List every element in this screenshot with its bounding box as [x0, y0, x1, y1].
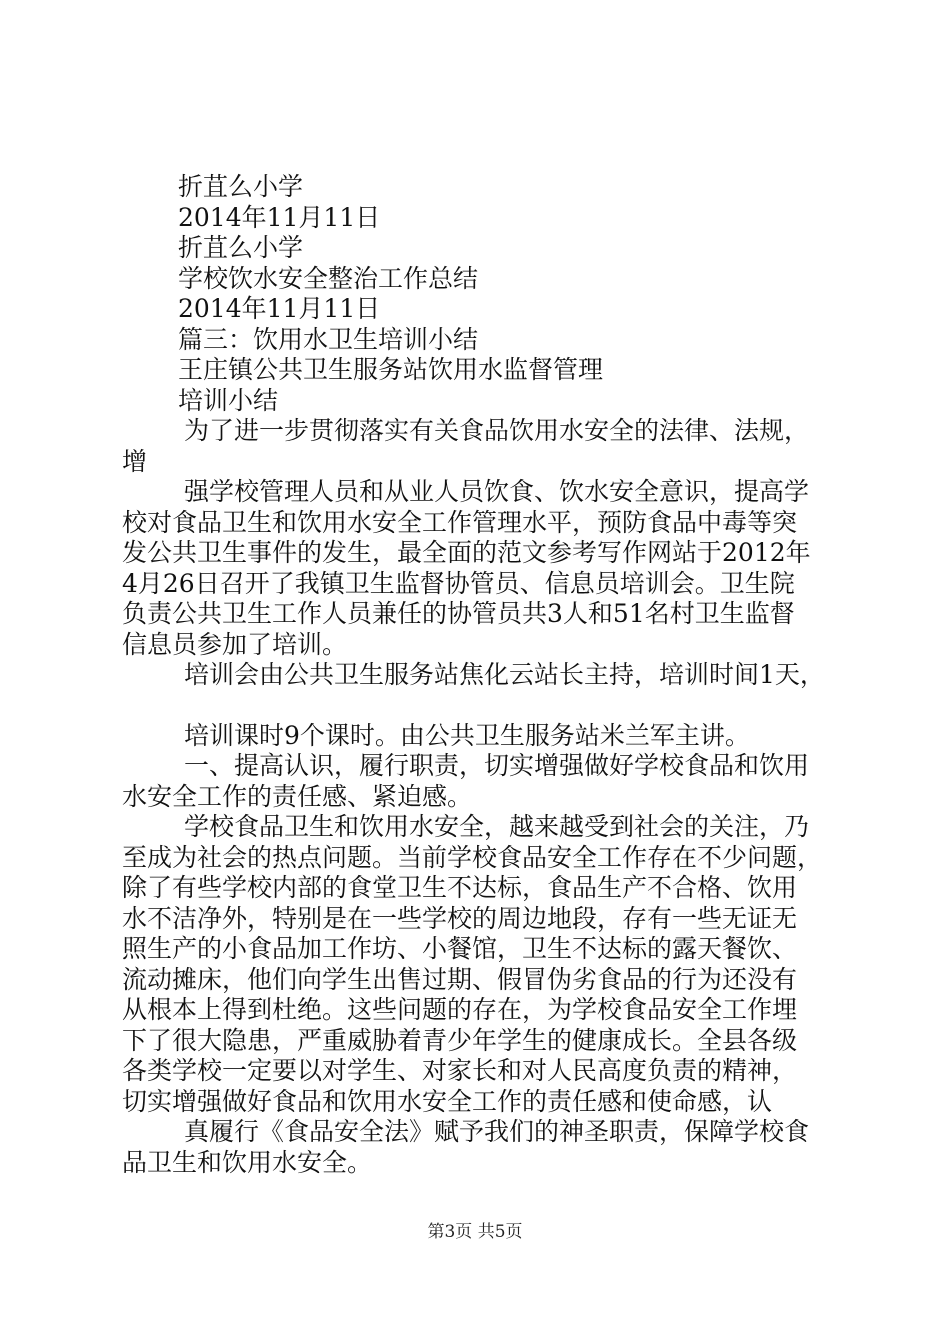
text-line: 切实增强做好食品和饮用水安全工作的责任感和使命感，认	[122, 1086, 773, 1116]
text-line: 发公共卫生事件的发生，最全面的范文参考写作网站于2012年	[122, 538, 811, 567]
text-line: 水安全工作的责任感、紧迫感。	[122, 781, 473, 811]
text-line: 培训课时9个课时。由公共卫生服务站米兰军主讲。	[184, 720, 750, 750]
text-line: 2014年11月11日	[178, 202, 381, 232]
text-line: 流动摊床，他们向学生出售过期、假冒伪劣食品的行为还没有	[122, 964, 798, 994]
text-line: 学校饮水安全整治工作总结	[178, 263, 479, 293]
text-line: 照生产的小食品加工作坊、小餐馆，卫生不达标的露天餐饮、	[122, 934, 798, 963]
text-line: 水不洁净外，特别是在一些学校的周边地段，存有一些无证无	[122, 903, 798, 933]
page-number: 第3页 共5页	[427, 1222, 523, 1242]
text-line: 从根本上得到杜绝。这些问题的存在，为学校食品安全工作埋	[122, 995, 798, 1024]
text-line: 折苴么小学	[178, 233, 304, 262]
paragraph-gap	[122, 691, 832, 721]
text-line: 强学校管理人员和从业人员饮食、饮水安全意识，提高学	[184, 477, 810, 506]
text-line: 品卫生和饮用水安全。	[122, 1147, 373, 1177]
text-line: 校对食品卫生和饮用水安全工作管理水平，预防食品中毒等突	[122, 507, 798, 537]
document-body	[122, 172, 832, 1178]
text-line: 各类学校一定要以对学生、对家长和对人民高度负责的精神，	[122, 1056, 798, 1085]
text-line: 至成为社会的热点问题。当前学校食品安全工作存在不少问题，	[122, 842, 823, 872]
text-line: 培训会由公共卫生服务站焦化云站长主持，培训时间1天，	[184, 660, 825, 689]
text-line: 学校食品卫生和饮用水安全，越来越受到社会的关注，乃	[184, 812, 810, 841]
text-line: 真履行《食品安全法》赋予我们的神圣职责，保障学校食	[184, 1117, 810, 1146]
text-line: 2014年11月11日	[178, 294, 381, 323]
text-line: 篇三：饮用水卫生培训小结	[178, 324, 479, 354]
text-line: 为了进一步贯彻落实有关食品饮用水安全的法律、法规，	[184, 416, 810, 445]
text-line: 一、提高认识，履行职责，切实增强做好学校食品和饮用	[184, 751, 810, 780]
text-line: 培训小结	[178, 385, 279, 415]
text-line: 增	[122, 446, 148, 476]
text-line: 除了有些学校内部的食堂卫生不达标，食品生产不合格、饮用	[122, 873, 798, 902]
text-line: 下了很大隐患，严重威胁着青少年学生的健康成长。全县各级	[122, 1025, 798, 1055]
text-line: 折苴么小学	[178, 172, 304, 201]
text-line: 信息员参加了培训。	[122, 629, 348, 659]
text-line: 负责公共卫生工作人员兼任的协管员共3人和51名村卫生监督	[122, 599, 795, 628]
text-line: 王庄镇公共卫生服务站饮用水监督管理	[178, 355, 604, 384]
text-line: 4月26日召开了我镇卫生监督协管员、信息员培训会。卫生院	[122, 568, 795, 598]
